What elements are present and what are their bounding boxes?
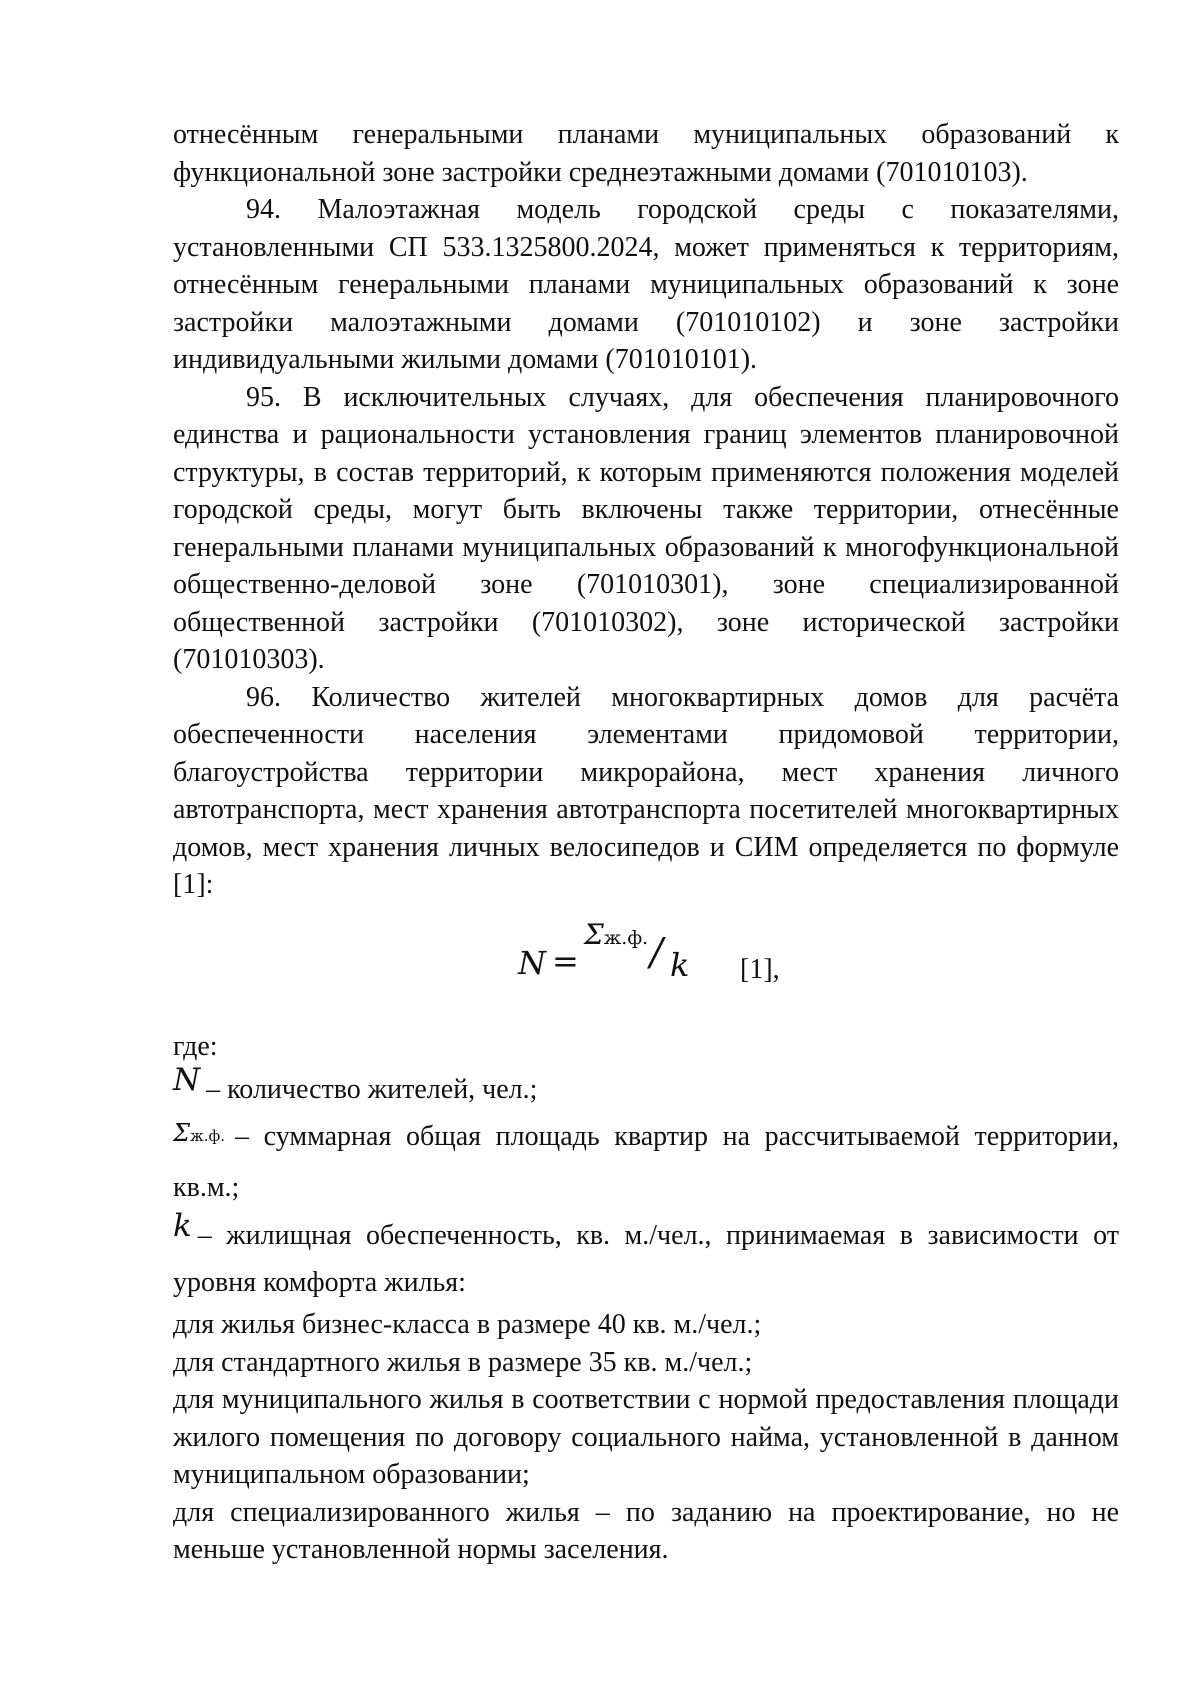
paragraph-94: 94. Малоэтажная модель городской среды с показателями, установленными СП 533.1325800.2024, может применяться к территориям, отнесённым генеральными планами муниципальных образований к зоне застройки малоэтажными домами (701010102) и зоне застройки индивидуальными жилыми домами (701010101).	[173, 194, 1119, 375]
definition-k-symbol: k	[173, 1208, 192, 1244]
definition-k	[173, 1208, 1119, 1306]
definition-sigma	[173, 1113, 1119, 1211]
formula-denominator: k	[670, 945, 690, 984]
formula	[518, 904, 718, 1004]
paragraph-continuation: отнесённым генеральными планами муниципальных образований к функциональной зоне застройки среднеэтажными домами (701010103).	[173, 119, 1119, 188]
paragraph-95: 95. В исключительных случаях, для обеспечения планировочного единства и рациональности установления границ элементов планировочной структуры, в состав территорий, к которым применяются положения моделей городской среды, могут быть включены также территории, отнесённые генеральными планами муниципальных образований к многофункциональной общественно-деловой зоне (701010301), зоне специализированной общественной застройки (701010302), зоне исторической застройки (701010303).	[173, 381, 1119, 675]
formula-block	[173, 904, 1119, 1014]
list-item-business: для жилья бизнес-класса в размере 40 кв. м./чел.;	[173, 1309, 762, 1340]
list-item-specialized: для специализированного жилья – по заданию на проектирование, но не меньше установленной нормы заселения.	[173, 1496, 1119, 1565]
spacer	[173, 1014, 1119, 1028]
definition-sigma-text: – суммарная общая площадь квартир на рассчитываемой территории, кв.м.;	[173, 1121, 1119, 1203]
list-item-standard: для стандартного жилья в размере 35 кв. м./чел.;	[173, 1346, 753, 1378]
document-body	[173, 116, 1119, 1569]
formula-equals: =	[552, 941, 579, 980]
paragraph-96: 96. Количество жителей многоквартирных домов для расчёта обеспеченности населения элементами придомовой территории, благоустройства территории микрорайона, мест хранения личного автотранспорта, мест хранения автотранспорта посетителей многоквартирных домов, мест хранения личных велосипедов и СИМ определяется по формуле [1]:	[173, 681, 1119, 900]
definition-sigma-subscript: ж.ф.	[189, 1127, 226, 1145]
formula-lhs: N	[518, 943, 546, 982]
formula-sigma-subscript: ж.ф.	[603, 926, 649, 949]
formula-number: [1],	[740, 953, 780, 985]
formula-sigma: Σ	[584, 917, 604, 951]
where-label: где:	[173, 1030, 218, 1062]
definition-sigma-letter: Σ	[173, 1119, 190, 1147]
definition-n	[173, 1062, 1119, 1113]
formula-numerator	[584, 918, 648, 951]
definition-n-symbol: N	[173, 1062, 201, 1098]
list-item-municipal: для муниципального жилья в соответствии с нормой предоставления площади жилого помещения по договору социального найма, установленной в данном муниципальном образовании;	[173, 1384, 1119, 1490]
formula-slash: /	[650, 929, 663, 974]
definition-k-text: – жилищная обеспеченность, кв. м./чел., принимаемая в зависимости от уровня комфорта жилья:	[173, 1220, 1119, 1298]
definition-sigma-symbol	[173, 1119, 225, 1147]
definition-n-text: – количество жителей, чел.;	[206, 1074, 538, 1105]
